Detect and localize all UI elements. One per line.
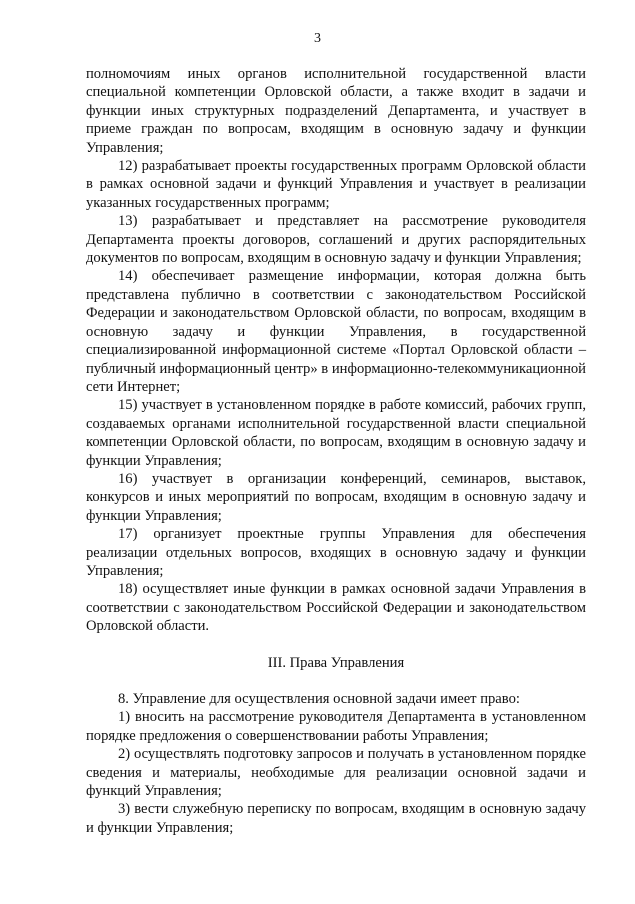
paragraph-item-13: 13) разрабатывает и представляет на рассмотрение руководителя Департамента проекты договоров, соглашений и других распорядительных документов по вопросам, входящим в основную задачу и функции Управления;: [86, 213, 586, 267]
paragraph-continuation: полномочиям иных органов исполнительной государственной власти специальной компетенции Орловской области, а также входит в задачи и функции иных структурных подразделений Департамента, и участвует в приеме граждан по вопросам, входящим в основную задачу и функции Управления;: [86, 66, 586, 156]
page-number: 3: [314, 31, 321, 46]
paragraph-right-1: 1) вносить на рассмотрение руководителя Департамента в установленном порядке предложения о совершенствовании работы Управления;: [86, 709, 586, 744]
document-body: [86, 65, 586, 837]
section-heading: III. Права Управления: [267, 654, 405, 671]
paragraph-item-18: 18) осуществляет иные функции в рамках основной задачи Управления в соответствии с законодательством Российской Федерации и законодательством Орловской области.: [86, 581, 586, 635]
paragraph-item-14: 14) обеспечивает размещение информации, которая должна быть представлена публично в соответствии с законодательством Российской Федерации и законодательством Орловской области, по вопросам, входящим в основную задачу и функции Управления, в государственной специализированной информационной системе «Портал Орловской области – публичный информационный центр» в информационно-телекоммуникационной сети Интернет;: [86, 268, 586, 395]
paragraph-item-17: 17) организует проектные группы Управления для обеспечения реализации отдельных вопросов, входящих в основную задачу и функции Управления;: [86, 526, 586, 579]
paragraph-item-12: 12) разрабатывает проекты государственных программ Орловской области в рамках основной задачи и функций Управления и участвует в реализации указанных государственных программ;: [86, 158, 586, 211]
paragraph-right-2: 2) осуществлять подготовку запросов и получать в установленном порядке сведения и материалы, необходимые для реализации основной задачи и функций Управления;: [86, 746, 586, 800]
paragraph-item-16: 16) участвует в организации конференций, семинаров, выставок, конкурсов и иных мероприятий по вопросам, входящим в основную задачу и функции Управления;: [86, 470, 586, 524]
paragraph-item-15: 15) участвует в установленном порядке в работе комиссий, рабочих групп, создаваемых органами исполнительной государственной власти специальной компетенции Орловской области, по вопросам, входящим в основную задачу и функции Управления;: [86, 397, 586, 469]
paragraph-clause-8: 8. Управление для осуществления основной задачи имеет право:: [118, 691, 520, 707]
paragraph-right-3: 3) вести служебную переписку по вопросам, входящим в основную задачу и функции Управления;: [86, 801, 586, 836]
